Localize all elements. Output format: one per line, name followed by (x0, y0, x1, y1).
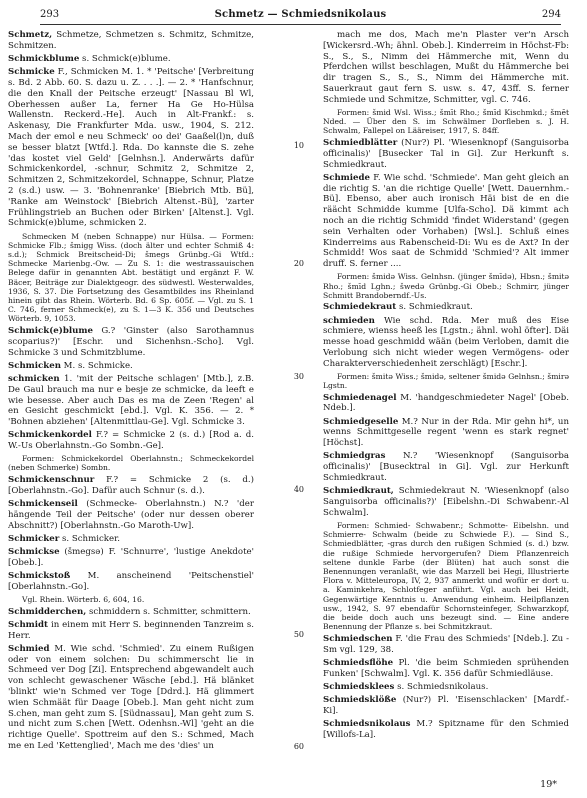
entry-text: (šmegsə) F. 'Schnurre', 'lustige Anekdote' [Obeb.]. (8, 547, 254, 568)
entry-text: Pl. 'die beim Schmieden sprühenden Funken' [Schwalm]. Vgl. K. 356 dafür Schmiedläuse. (323, 657, 569, 679)
entry-text: M. s. Schmicke. (60, 360, 133, 371)
headword: Schmickstoß (8, 571, 71, 581)
dictionary-entry (323, 316, 569, 370)
entry-text: Formen: Schmickekordel Oberlahnstn.; Schmeckekordel (neben Schmerke) Sombn. (8, 454, 254, 473)
headword: Schmicken (8, 360, 61, 371)
left-column (8, 30, 254, 770)
headword: Schmiedenagel (323, 392, 397, 403)
entry-text: M.? Spitzname für den Schmied [Willofs-La]. (323, 718, 569, 740)
entry-text: (Nur?) Pl. 'Eisenschlacken' [Mardf.-Ki]. (323, 694, 569, 716)
entry-text: s. Schmicker. (59, 533, 120, 544)
headword: Schmiedkraut, (323, 486, 394, 497)
dictionary-entry (323, 393, 569, 415)
dictionary-entry (8, 54, 254, 65)
dictionary-entry (8, 534, 254, 545)
headword: Schmickenschnur (8, 475, 95, 486)
dictionary-entry (8, 499, 254, 531)
headword: Schmiedschen (323, 633, 393, 644)
line-number: 20 (293, 259, 304, 268)
right-column (323, 30, 569, 770)
entry-text: in einem mit Herr S. beginnenden Tanzreim s. Herr. (8, 619, 254, 641)
entry-text: F.? = Schmicke 2 (s. d.) [Rod a. d. W.-Us Oberlahnstn.-Go Sombn.-Ge]. (8, 430, 254, 452)
headword: Schmick(e)blume (8, 325, 93, 336)
entry-text: M. anscheinend 'Peitschenstiel' [Oberlahnstn.-Go]. (8, 571, 254, 592)
page-number-left: 293 (40, 9, 60, 20)
entry-text: Formen: Schmied- Schwabenr.; Schmotte- Eibelshn. und Schmierre- Schwalm (beide zu Schwiede F.). — Sind S., Schmiedblätter, -gras durch den rußigen Schmied (s. d.) bzw. die rußige Schmiede hervorgerufen? Diem Pflanzenreich seltene dunkle Farbe (der Blüten) hat auch sonst die Benennungen veranlaßt, wie das Marzell bei Hegi, Illustrierte Flora v. Mitteleuropa, IV, 2, 937 anmerkt und wofür er dort u. a. Kaminkehra, Schlotfeger anführt. Vgl. auch bei Heidt, Gegenwärtige Kenntnis u. Anwendung einheim. Heilpflanzen usw., 1942, S. 97 ebendafür Schornsteinfeger, Schwarzkopf, die beide doch auch uns bezeugt sind. — Eine andere Benennung der Pflanze s. bei Schmitzkraut. (323, 521, 569, 632)
source-note (323, 272, 569, 300)
dictionary-entry (8, 67, 254, 229)
entry-text: schmiddern s. Schmitter, schmittern. (86, 606, 251, 617)
headword: Schmiedsflöhe (323, 657, 394, 668)
headword: Schmickse (8, 547, 60, 558)
headword: Schmiedsklees (323, 681, 395, 692)
dictionary-entry (8, 475, 254, 497)
entry-text: Formen: šmid Wsl. Wiss.; šmīt Rho.; šmīd Kischmkd.; šmēt Nded. — Über den S. im Schwälmer Dorfleben s. J. H. Schwalm, Fallepel on Lääreiser, 1917, S. 84ff. (323, 107, 569, 136)
line-number-gutter (262, 30, 310, 770)
entry-text: M. Wie schd. 'Schmied'. Zu einem Rußigen oder von einem solchen: Du schimmerscht lie in Schmeed ver Dog [Zi]. Entsprechend abgewandelt auch von schlecht gewaschener Wäsche [ebd.]. Hä blänket 'blinkt' wie'n Schmed ver Toge [Ddrd.]. Hä glimmert wien Schmäät für Daage [Obeb.]. Man geht nicht zum S.chen, man geht zum S. [Südnassau], Man geht zum S. und nicht zum S.chen [Wett. Odenhsn.-Wl] 'geht an die richtige Quelle'. Spottreim auf den S.: Schmed, Mach me en Led 'Kettenglied', Mach me des 'dies' un (8, 643, 254, 751)
headword: Schmickblume (8, 53, 80, 64)
headword: Schmiedblätter (323, 137, 398, 148)
headword: schmieden (323, 315, 375, 326)
headword: Schmickenseil (8, 499, 78, 510)
source-note (8, 454, 254, 472)
headword: Schmicke (8, 67, 55, 78)
signature-mark: 19* (540, 779, 557, 790)
dictionary-entry (323, 486, 569, 518)
line-number: 50 (293, 630, 304, 639)
dictionary-entry (323, 302, 569, 313)
headword: Schmiedgeselle (323, 416, 399, 427)
dictionary-entry (8, 30, 254, 52)
entry-text: F.? = Schmicke 2 (s. d.) [Oberlahnstn.-Go]. Dafür auch Schnur (s. d.). (8, 475, 254, 496)
dictionary-entry (8, 326, 254, 358)
entry-text: mach me dos, Mach me'n Plaster ver'n Arsch [Wickersrd.-Wh; ähnl. Obeb.]. Kinderreim in Höchst-Fb: S., S., S., Nimm dei Hämmerche mit, Wenn du Pferdchen willst beschlagen, Mußt du Hämmerche bei dir tragen S., S., S., Nimm dei Hämmerche mit. Sauerkraut gaut fern S. usw. s. 47, 43ff. S. ferner Schmiede und Schmitze, Schmitter, vgl. C. 746. (323, 30, 569, 105)
dictionary-entry (323, 658, 569, 680)
dictionary-entry (323, 695, 569, 717)
headword: Schmetz, (8, 30, 53, 40)
entry-text: Schmiedekraut N. 'Wiesenknopf (also Sanguisorba officinalis?)' [Eibelshn.-Di Schwabenr.-Al Schwalm]. (323, 486, 569, 518)
dictionary-entry (8, 607, 254, 618)
entry-text: F., Schmicken M. 1. * 'Peitsche' [Verbreitung s. Bd. 2 Abb. 60. S. dazu u. Z. . . .]. — 2. * 'Hanfschnur, die den Knall der Peitsche erzeugt' [Nassau Bl Wl, Oberhessen außer La, ferner Ha Ge Ho-Hülsa Wallenstn. Reckerd.-He]. Auch in Alt-Frankf.: s. Askenasy, Die Frankfurter Mda. usw., 1904, S. 212. Mach der emol e neu Schmeck' oo dei' Gaaßel(l)n, duß se besser blatzt [Wtfd.]. Rda. Do kannste die S. zehe 'das kostet viel Geld' [Gelnhsn.]. Anderwärts dafür Schmickenkordel, -schnur, Schmitz 2, Schmitze 2, Schmitzen 2, Schmitzekordel, Schnappe, Schnur, Platze 2 (s.d.) usw. — 3. 'Bohnenranke' [Biebrich Mtb. Bü], 'Ranke am Weinstock' [Biebrich Altenst.-Bü], 'zarter Frühlingstrieb an Buchen oder Birken' [Altenst.]. Vgl. Schmick(e)blume, schmicken 2. (8, 67, 254, 229)
source-note (8, 595, 254, 604)
entry-text: (Schmecke- Oberlahnstn.) N.? 'der hängende Teil der Peitsche' (oder nur dessen oberer Abschnitt?) [Oberlahnstn.-Go Maroth-Uw]. (8, 499, 254, 531)
entry-text: Formen: šmitə Wiss.; šmidə, seltener šmidə Gelnhsn.; šmirə Lgstn. (323, 371, 569, 391)
dictionary-entry (8, 374, 254, 428)
entry-text: Wie schd. Rda. Mer muß des Eise schmiere, wienss heeß les [Lgstn.; ähnl. wohl öfter]. Däi messe hoad geschmidd wään (beim Verloben, damit die Verlobung sich nicht wieder wegen Vermögens- oder Charakterverschiedenheit zerschlägt) [Eschr.]. (323, 315, 569, 369)
dictionary-entry (323, 719, 569, 741)
entry-text: 1. 'mit der Peitsche schlagen' [Mtb.], z.B. De Gaul brauch ma nur e besje ze schmicke, da leeft e wie besesse. Aber auch Das es ma de Zeen 'Regen' al en Gesicht geschmickt [ebd.]. Vgl. K. 356. — 2. * 'Bohnen abziehen' [Altenmittlau-Ge]. Vgl. Schmicke 3. (8, 373, 254, 428)
headword: Schmied (8, 643, 50, 654)
entry-text: M.? Nur in der Rda. Mir gehn hi*, un wenns Schmittgeselle regent 'wenn es stark regnet' [Höchst]. (323, 416, 569, 449)
line-number: 60 (293, 742, 304, 751)
entry-text: G.? 'Ginster (also Sarothamnus scoparius?)' [Eschr. und Sichenhsn.-Scho]. Vgl. Schmicke 3 und Schmitzblume. (8, 325, 254, 358)
headword: Schmiedekraut (323, 302, 397, 313)
line-number: 40 (293, 485, 304, 494)
header-rule (40, 24, 561, 25)
dictionary-entry (323, 173, 569, 270)
dictionary-entry (323, 138, 569, 170)
dictionary-entry (8, 620, 254, 642)
headword: Schmickenkordel (8, 430, 92, 441)
headword: Schmidt (8, 619, 49, 630)
line-number: 10 (293, 141, 304, 150)
headword: schmicken (8, 373, 60, 384)
source-note (323, 521, 569, 631)
headword: Schmiedsklöße (323, 694, 397, 705)
entry-text: s. Schmiedsnikolaus. (394, 681, 489, 692)
dictionary-entry (323, 451, 569, 483)
page-number-right: 294 (541, 9, 561, 20)
entry-text: (Nur?) Pl. 'Wiesenknopf (Sanguisorba officinalis)' [Busecker Tal in Gi]. Zur Herkunft s. Schmiedkraut. (323, 137, 569, 170)
entry-text: Schmetze, Schmetzen s. Schmitz, Schmitze, Schmitzen. (8, 30, 254, 51)
headword: Schmidderchen, (8, 606, 87, 617)
entry-text: F. Wie schd. 'Schmiede'. Man geht gleich an die richtig S. 'an die richtige Quelle' [Wett. Dauernhm.-Bü]. Ebenso, aber auch ironisch Häi bist de en die räächt Schmidde kumme [Ulfa-Scho]. Dä kimmt ach noch an die richtig Schmidd 'findet Widerstand' (gegen sein Verhalten oder Vorhaben) [Wsl.]. Schluß eines Kinderreims aus Rabenscheid-Di: Wu es de Axt? In der Schmidd! Wos saat de Schmidd 'Schmied'? Alt immer druff. S. ferner .... (323, 172, 569, 270)
entry-text: Formen: šmidə Wiss. Gelnhsn. (jünger šmīdə), Hbsn.; šmitə Rho.; šmīd Lghn.; šwedə Grünbg.-Gi Obeb.; Schmirr, jünger Schmitt Brandoberndf.-Us. (323, 272, 569, 300)
entry-text: Schmecken M (neben Schnappe) nur Hülsa. — Formen: Schmicke Flb.; šmigg Wiss. (doch älter und echter Schmiß 4: s.d.); Schmick Breitscheid-Di; šmegs Grünbg.-Gi Wtfd.: Schmecke Marienbg.-Ow. — Zu S. 1: die westrassauischen Belege dafür in genannten Abt. bestätigt und ergänzt F. W. Bäcer, Beiträge zur Dialektgeogr. des südwestl. Westerwaldes, 1936, S. 37. Die Fortsetzung des Gesamtbildes ins Rheinland hinein gibt das Rhein. Wörterb. Bd. 6 Sp. 605f. — Vgl. zu S. 1 C. 746, ferner Schmeck(e), zu S. 1—3 K. 356 und Deutsches Wörterb. 9, 1053. (8, 231, 254, 324)
headword: Schmiede (323, 172, 370, 183)
dictionary-entry (8, 361, 254, 372)
dictionary-entry (323, 634, 569, 656)
headword: Schmicker (8, 533, 60, 544)
entry-text: s. Schmick(e)blume. (79, 53, 171, 64)
dictionary-entry (323, 417, 569, 449)
source-note (323, 372, 569, 390)
dictionary-entry (8, 571, 254, 593)
page-header (40, 8, 561, 22)
dictionary-entry (323, 30, 569, 106)
headword: Schmiedsnikolaus (323, 718, 411, 729)
dictionary-entry (8, 547, 254, 569)
line-number: 30 (293, 372, 304, 381)
entry-text: F. 'die Frau des Schmieds' [Ndeb.]. Zu -Sm vgl. 129, 38. (323, 633, 569, 655)
entry-text: M. 'handgeschmiedeter Nagel' [Obeb. Ndeb.]. (323, 392, 569, 414)
source-note (8, 232, 254, 324)
dictionary-entry (8, 644, 254, 752)
dictionary-entry (8, 430, 254, 452)
running-title: Schmetz — Schmiedsnikolaus (214, 9, 387, 20)
entry-text: s. Schmiedkraut. (396, 302, 473, 313)
entry-text: Vgl. Rhein. Wörterb. 6, 604, 16. (22, 594, 145, 604)
headword: Schmiedgras (323, 451, 386, 462)
dictionary-entry (323, 682, 569, 693)
entry-text: N.? 'Wiesenknopf (Sanguisorba officinalis)' [Busecktral in Gi]. Vgl. zur Herkunft Schmiedkraut. (323, 451, 569, 484)
source-note (323, 108, 569, 136)
